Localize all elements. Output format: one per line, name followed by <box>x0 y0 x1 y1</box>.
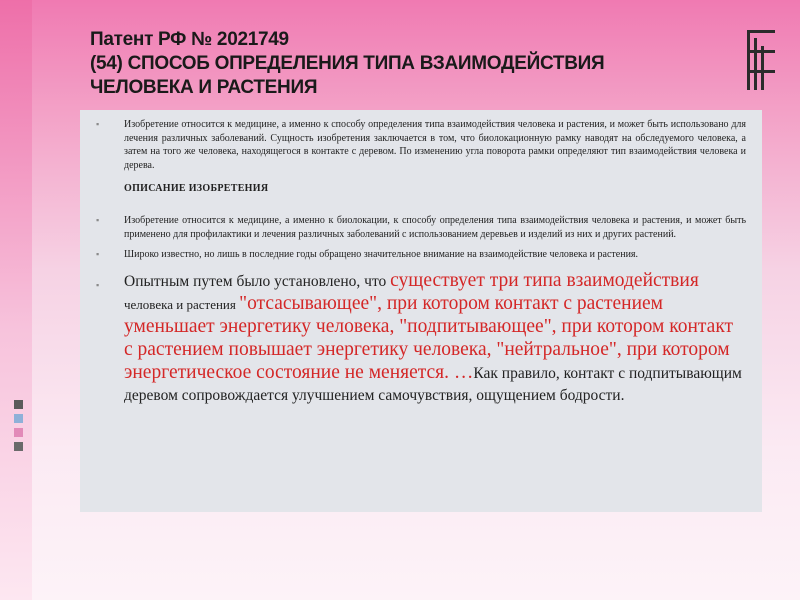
title-line-subject: ЧЕЛОВЕКА И РАСТЕНИЯ <box>90 77 318 98</box>
finding-intro-text: Опытным путем было установлено, что <box>124 272 391 290</box>
highlight-three-types: существует три типа взаимодействия <box>390 269 699 291</box>
abstract-text: Изобретение относится к медицине, а именно к способу определения типа взаимодействия человека и растения, и может быть использовано для лечения различных заболеваний. Сущность изобретения заключается в том, что биолокационную рамку наводят на обследуемого человека, а затем на того же человека, находящегося в контакте с деревом. По изменению угла поворота рамки определяют тип взаимодействия человека и дерева. <box>124 119 746 171</box>
list-item <box>96 118 746 172</box>
section-heading: ОПИСАНИЕ ИЗОБРЕТЕНИЯ <box>124 183 269 194</box>
title-line-patent: Патент РФ № 2021749 <box>90 29 289 50</box>
bullet-icon: ▪ <box>96 119 100 129</box>
bullet-icon: ▪ <box>96 249 100 259</box>
bullet-icon: ▪ <box>96 215 100 225</box>
title-line-method: (54) СПОСОБ ОПРЕДЕЛЕНИЯ ТИПА ВЗАИМОДЕЙСТВИЯ <box>90 53 605 74</box>
highlight-types-description: "отсасывающее", при котором контакт с растением уменьшает энергетику человека, "подпитывающее", при котором контакт с растением повышает энергетику человека, "нейтральное", при котором энергетическое состояние не меняется. <box>124 292 734 383</box>
left-decorative-band <box>0 0 32 600</box>
description-text: Изобретение относится к медицине, а именно к биолокации, к способу определения типа взаимодействия человека и растения, и может быть применено для профилактики и лечения различных заболеваний с использованием деревьев и изделий из них и других растений. <box>124 215 746 240</box>
side-squares-decoration-icon <box>14 400 24 500</box>
corner-decoration-icon <box>747 30 777 90</box>
conclusion-text: Как правило, контакт с подпитывающим деревом сопровождается улучшением самочувствия, ощущением бодрости. <box>124 364 742 404</box>
content-box <box>80 110 762 512</box>
page-title <box>90 28 730 100</box>
list-item <box>96 214 746 241</box>
finding-subject-text: человека и растения <box>124 296 240 312</box>
highlight-ellipsis: … <box>449 361 474 383</box>
list-item <box>96 270 746 407</box>
list-item <box>96 248 746 262</box>
known-facts-text: Широко известно, но лишь в последние годы обращено значительное внимание на взаимодействие человека и растения. <box>124 249 639 260</box>
bullet-icon: ▪ <box>96 279 100 290</box>
